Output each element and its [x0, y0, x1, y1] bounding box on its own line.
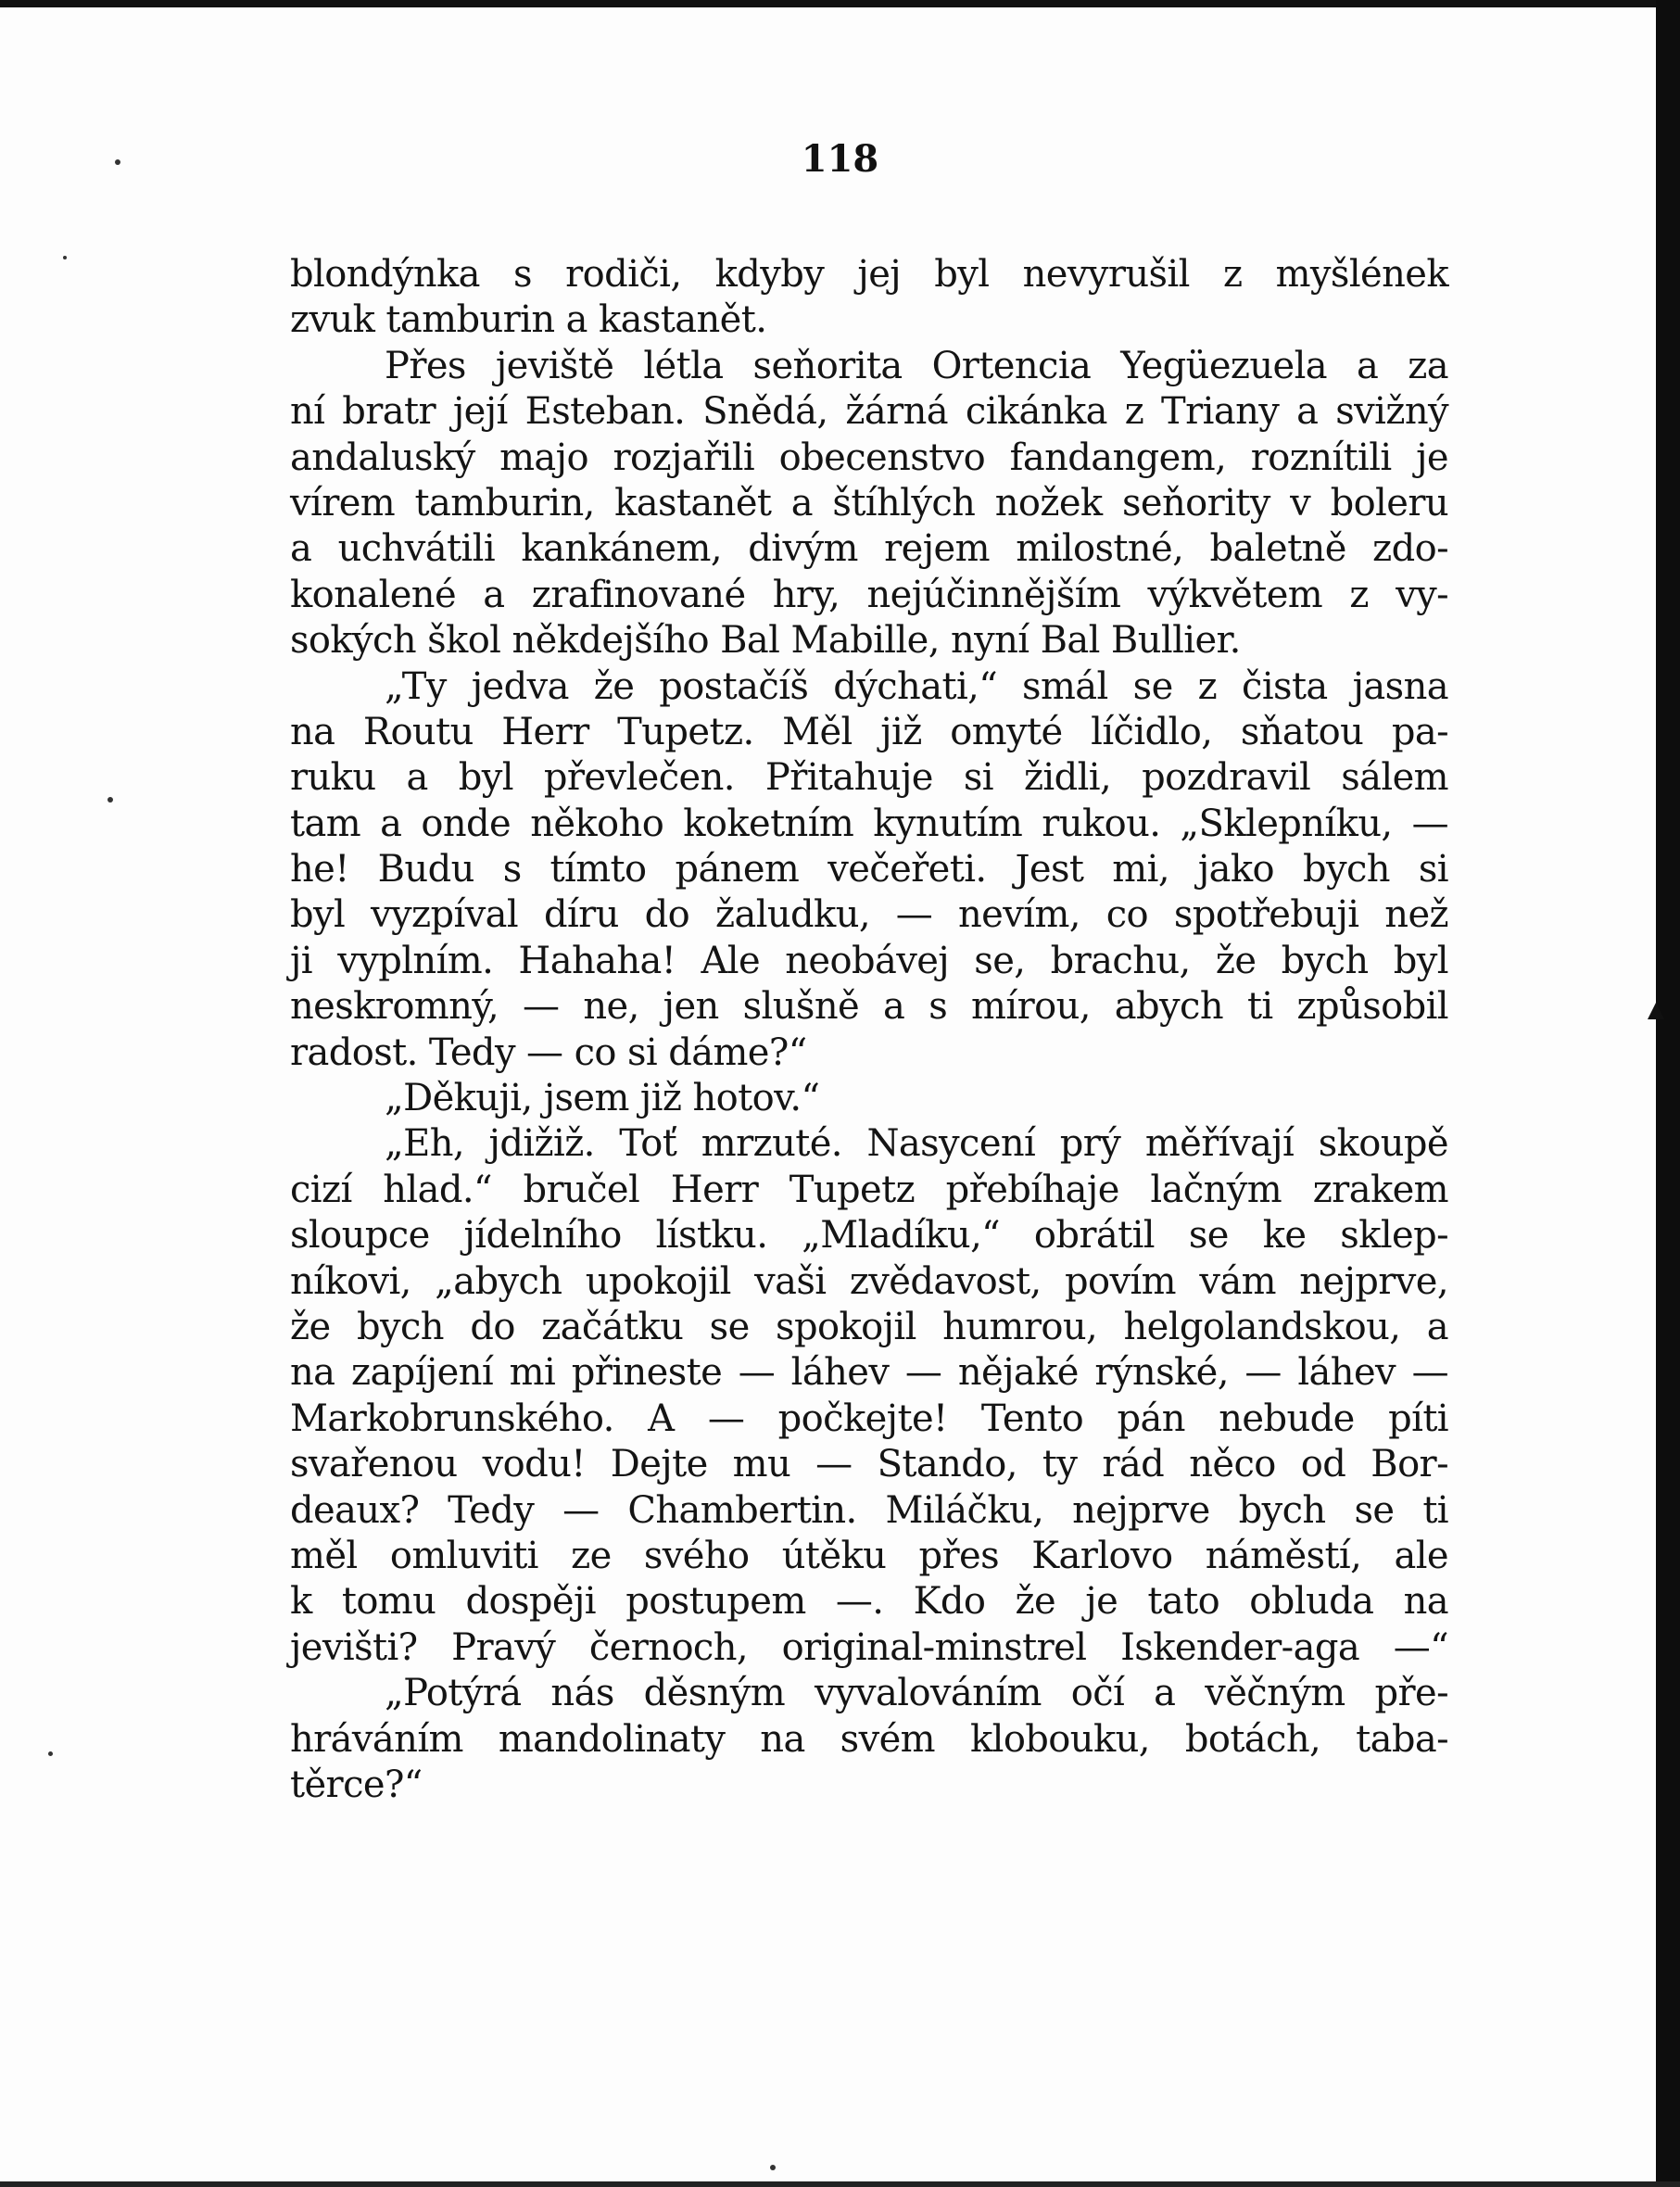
text-line: cizí hlad.“ bručel Herr Tupetz přebíhaje lačným zrakem: [290, 1168, 1448, 1211]
text-line: sloupce jídelního lístku. „Mladíku,“ obrátil se ke sklep-: [290, 1214, 1448, 1258]
dust-speck: [63, 256, 67, 259]
body-text: [290, 252, 1448, 1808]
text-line: ruku a byl převlečen. Přitahuje si židli, pozdravil sálem: [290, 756, 1448, 800]
dust-speck: [107, 797, 113, 803]
text-line: „Děkuji, jsem již hotov.“: [385, 1077, 820, 1120]
text-line: tam a onde někoho koketním kynutím rukou. „Sklepníku, —: [290, 802, 1448, 845]
scan-bottom-edge: [0, 2181, 1680, 2187]
text-line: „Potýrá nás děsným vyvalováním očí a věčným pře-: [385, 1672, 1448, 1715]
text-line: blondýnka s rodiči, kdyby jej byl nevyrušil z myšlének: [290, 253, 1448, 296]
text-line: těrce?“: [290, 1763, 423, 1806]
text-line: k tomu dospěji postupem —. Kdo že je tato obluda na: [290, 1580, 1448, 1624]
text-line: Přes jeviště létla seňorita Ortencia Yegüezuela a za: [385, 344, 1448, 387]
text-line: měl omluviti ze svého útěku přes Karlovo náměstí, ale: [290, 1534, 1448, 1577]
text-line: byl vyzpíval díru do žaludku, — nevím, co spotřebuji než: [290, 893, 1448, 937]
text-line: svařenou vodu! Dejte mu — Stando, ty rád něco od Bor-: [290, 1443, 1448, 1486]
page-number: 118: [801, 137, 879, 181]
text-line: níkovi, „abych upokojil vaši zvědavost, povím vám nejprve,: [290, 1259, 1448, 1303]
text-line: deaux? Tedy — Chambertin. Miláčku, nejprve bych se ti: [290, 1488, 1448, 1532]
text-line: jevišti? Pravý černoch, original-minstrel Iskender-aga —“: [290, 1625, 1448, 1669]
text-line: „Eh, jdižiž. Toť mrzuté. Nasycení prý měřívají skoupě: [385, 1122, 1448, 1166]
text-line: ní bratr její Esteban. Snědá, žárná cikánka z Triany a svižný: [290, 390, 1448, 434]
scan-top-edge: [0, 0, 1680, 7]
text-line: zvuk tamburin a kastanět.: [290, 298, 767, 342]
text-line: konalené a zrafinované hry, nejúčinnějším výkvětem z vy-: [290, 573, 1448, 616]
text-line: hráváním mandolinaty na svém klobouku, botách, taba-: [290, 1717, 1448, 1761]
text-line: sokých škol někdejšího Bal Mabille, nyní Bal Bullier.: [290, 619, 1241, 663]
text-line: radost. Tedy — co si dáme?“: [290, 1030, 807, 1074]
dust-speck: [48, 1751, 53, 1756]
text-line: a uchvátili kankánem, divým rejem milostné, baletně zdo-: [290, 527, 1448, 571]
text-line: že bych do začátku se spokojil humrou, helgolandskou, a: [290, 1305, 1448, 1348]
text-line: „Ty jedva že postačíš dýchati,“ smál se z čista jasna: [385, 664, 1448, 708]
text-line: Markobrunského. A — počkejte! Tento pán nebude píti: [290, 1397, 1448, 1440]
text-line: he! Budu s tímto pánem večeřeti. Jest mi, jako bych si: [290, 848, 1448, 891]
text-line: na Routu Herr Tupetz. Měl již omyté líčidlo, sňatou pa-: [290, 710, 1448, 753]
margin-mark-icon: [1648, 1003, 1664, 1019]
text-line: neskromný, — ne, jen slušně a s mírou, abych ti způsobil: [290, 985, 1448, 1029]
text-line: andaluský majo rozjařili obecenstvo fandangem, roznítili je: [290, 436, 1448, 479]
text-line: vírem tamburin, kastanět a štíhlých nožek seňority v boleru: [290, 481, 1448, 525]
scan-right-edge: [1656, 0, 1680, 2187]
text-line: ji vyplním. Hahaha! Ale neobávej se, brachu, že bych byl: [290, 939, 1448, 982]
text-line: na zapíjení mi přineste — láhev — nějaké rýnské, — láhev —: [290, 1351, 1448, 1395]
dust-speck: [770, 2165, 776, 2170]
